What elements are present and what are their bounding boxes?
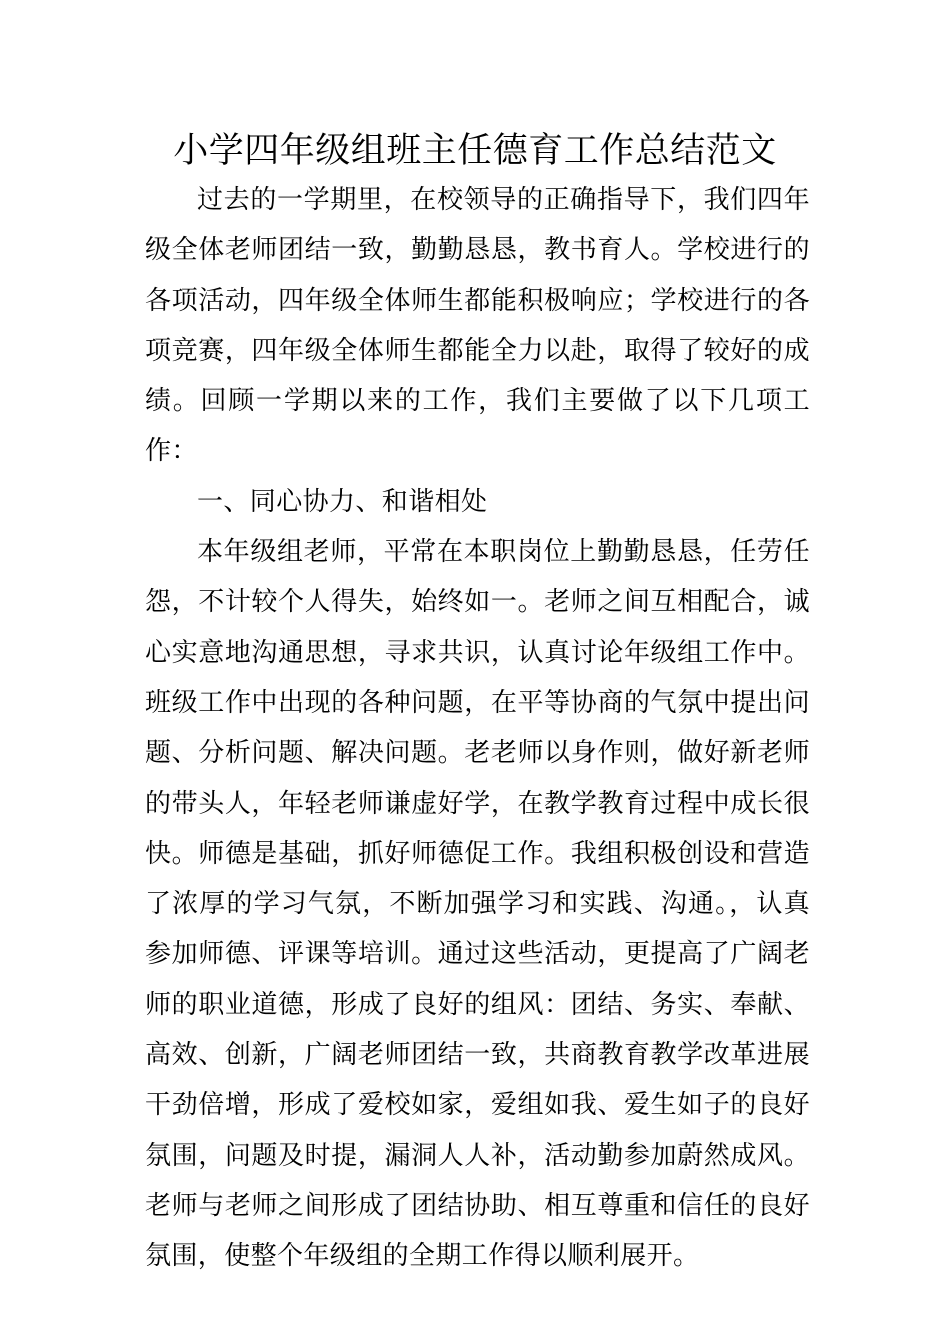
document-title: 小学四年级组班主任德育工作总结范文: [173, 131, 777, 171]
section-1-paragraph: 本年级组老师，平常在本职岗位上勤勤恳恳，任劳任怨，不计较个人得失，始终如一。老师之间互相配合，诚心实意地沟通思想，寻求共识，认真讨论年级组工作中。班级工作中出现的各种问题，在平等协商的气氛中提出问题、分析问题、解决问题。老老师以身作则，做好新老师的带头人，年轻老师谦虚好学，在教学教育过程中成长很快。师德是基础，抓好师德促工作。我组积极创设和营造了浓厚的学习气氛，不断加强学习和实践、沟通。，认真参加师德、评课等培训。通过这些活动，更提高了广阔老师的职业道德，形成了良好的组风：团结、务实、奉献、高效、创新，广阔老师团结一致，共商教育教学改革进展干劲倍增，形成了爱校如家，爱组如我、爱生如子的良好氛围，问题及时提，漏洞人人补，活动勤参加蔚然成风。老师与老师之间形成了团结协助、相互尊重和信任的良好氛围，使整个年级组的全期工作得以顺利展开。: [145, 537, 810, 1272]
section-heading-1: 一、同心协力、和谐相处: [197, 486, 488, 517]
intro-paragraph: 过去的一学期里，在校领导的正确指导下，我们四年级全体老师团结一致，勤勤恳恳，教书育人。学校进行的各项活动，四年级全体师生都能积极响应；学校进行的各项竞赛，四年级全体师生都能全力以赴，取得了较好的成绩。回顾一学期以来的工作，我们主要做了以下几项工作：: [145, 185, 810, 467]
document-body: [145, 175, 810, 1282]
